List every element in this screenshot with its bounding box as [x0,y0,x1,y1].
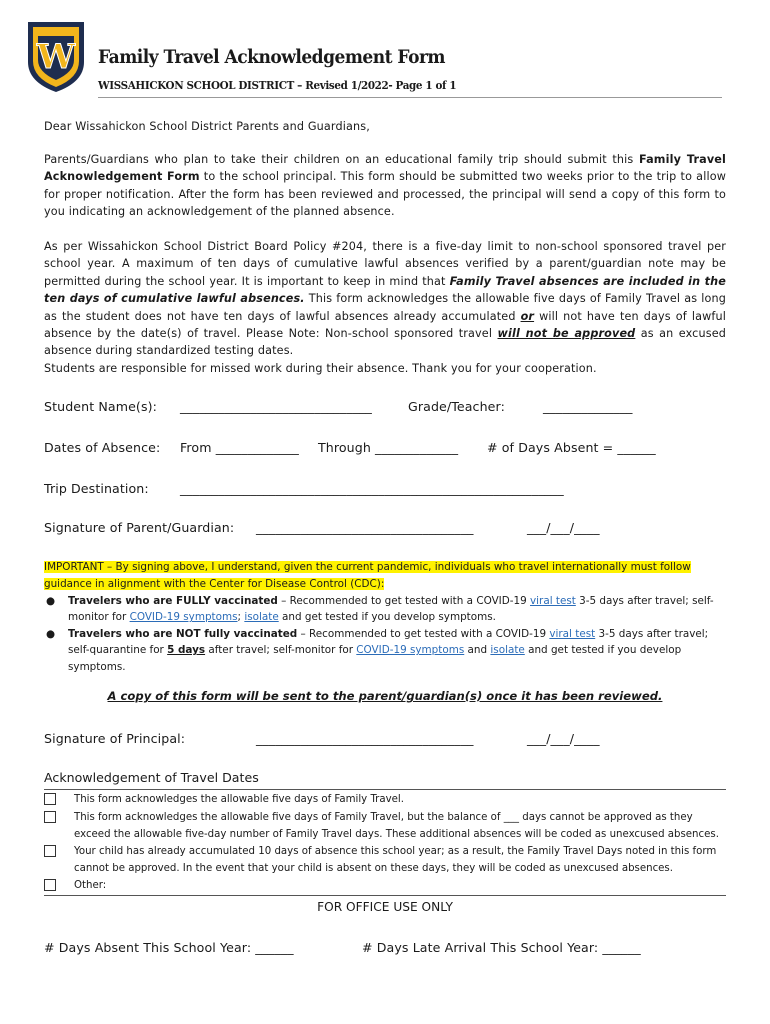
checkbox[interactable] [44,879,56,891]
grade-teacher-field[interactable]: ______________ [543,399,633,414]
viral-test-link[interactable]: viral test [549,628,596,640]
acknowledgement-option: Other: [44,877,728,894]
greeting: Dear Wissahickon School District Parents and Guardians, [44,120,370,133]
office-divider [44,895,726,896]
parent-signature-date[interactable]: ___/___/____ [527,520,600,535]
checkbox[interactable] [44,811,56,823]
list-item: ● Travelers who are NOT fully vaccinated – Recommended to get tested with a COVID-19 viral test 3-5 days after travel; self-quarantine for 5 days after travel; self-monitor for COVID-19 symptoms and isolate and get tested if you develop symptoms. [46,628,709,673]
important-notice: IMPORTANT – By signing above, I understand, given the current pandemic, individuals who travel internationally must follow guidance in alignment with the Center for Disease Control (CDC): [44,561,691,590]
form-name-emphasis: Family Travel Acknowledgement Form [44,153,726,184]
days-absent-year-field[interactable]: # Days Absent This School Year: ______ [44,940,294,955]
acknowledgement-divider [44,789,726,790]
principal-signature-label: Signature of Principal: [44,731,186,746]
dates-absence-label: Dates of Absence: [44,440,161,455]
checkbox[interactable] [44,793,56,805]
trip-destination-label: Trip Destination: [44,481,149,496]
grade-teacher-label: Grade/Teacher: [408,399,505,414]
isolate-link[interactable]: isolate [490,644,525,657]
responsibility-paragraph: Students are responsible for missed work during their absence. Thank you for your cooperation. [44,362,597,375]
wissahickon-logo-icon [26,18,86,94]
student-name-field[interactable]: ______________________________ [180,399,372,414]
acknowledgement-option: This form acknowledges the allowable five days of Family Travel, but the balance of ___ days cannot be approved as they exceed the allowable five-day number of Family Travel days. These additional absences will be coded as unexcused absences. [44,809,728,843]
isolate-link[interactable]: isolate [244,611,279,624]
policy-emphasis: Family Travel absences are included in the ten days of cumulative lawful absences. [44,274,727,306]
intro-paragraph: Parents/Guardians who plan to take their children on an educational family trip should submit this Family Travel Acknowledgement Form to the school principal. This form should be submitted two weeks prior to the trip to allow for proper notification. After the form has been reviewed and processed, the principal will send a copy of this form to you indicating an acknowledgement of the planned absence. [44,153,726,219]
svg-text:W: W [36,37,76,77]
acknowledgement-heading: Acknowledgement of Travel Dates [44,770,259,785]
bullet-icon: ● [46,628,56,640]
list-item: ● Travelers who are FULLY vaccinated – Recommended to get tested with a COVID-19 viral test 3-5 days after travel; self-monitor for COVID-19 symptoms; isolate and get tested if you develop symptoms. [46,595,714,624]
acknowledgement-option: This form acknowledges the allowable five days of Family Travel. [44,791,728,808]
bullet-icon: ● [46,595,56,607]
through-date-field[interactable]: Through _____________ [318,440,459,455]
principal-signature-date[interactable]: ___/___/____ [527,731,600,746]
parent-signature-field[interactable]: __________________________________ [256,520,474,535]
trip-destination-field[interactable]: ____________________________________________________________ [180,481,564,496]
principal-signature-field[interactable]: __________________________________ [256,731,474,746]
office-use-heading: FOR OFFICE USE ONLY [317,900,453,914]
days-late-year-field[interactable]: # Days Late Arrival This School Year: ______ [362,940,641,955]
form-title: Family Travel Acknowledgement Form [98,46,445,68]
copy-notice: A copy of this form will be sent to the parent/guardian(s) once it has been reviewed. [107,689,663,703]
parent-signature-label: Signature of Parent/Guardian: [44,520,235,535]
from-date-field[interactable]: From _____________ [180,440,299,455]
acknowledgement-option: Your child has already accumulated 10 days of absence this school year; as a result, the Family Travel Days noted in this form cannot be approved. In the event that your child is absent on these days, they will be coded as unexcused absences. [44,843,728,877]
form-subtitle: WISSAHICKON SCHOOL DISTRICT – Revised 1/2022- Page 1 of 1 [98,78,457,92]
header-divider [98,97,722,98]
days-absent-field[interactable]: # of Days Absent = ______ [487,440,656,455]
viral-test-link[interactable]: viral test [530,595,576,607]
checkbox[interactable] [44,845,56,857]
student-name-label: Student Name(s): [44,399,157,414]
policy-paragraph: As per Wissahickon School District Board Policy #204, there is a five-day limit to non-school sponsored travel per school year. A maximum of ten days of cumulative lawful absences verified by a parent/guardian note may be permitted during the school year. It is important to keep in mind that Family Travel absences are included in the ten days of cumulative lawful absences. This form acknowledges the allowable five days of Family Travel as long as the student does not have ten days of lawful absences already accumulated or will not have ten days of lawful absence by the date(s) of travel. Please Note: Non-school sponsored travel will not be approved as an excused absence during standardized testing dates. [44,240,727,358]
covid-symptoms-link[interactable]: COVID-19 symptoms [356,644,465,657]
covid-symptoms-link[interactable]: COVID-19 symptoms [129,611,238,624]
